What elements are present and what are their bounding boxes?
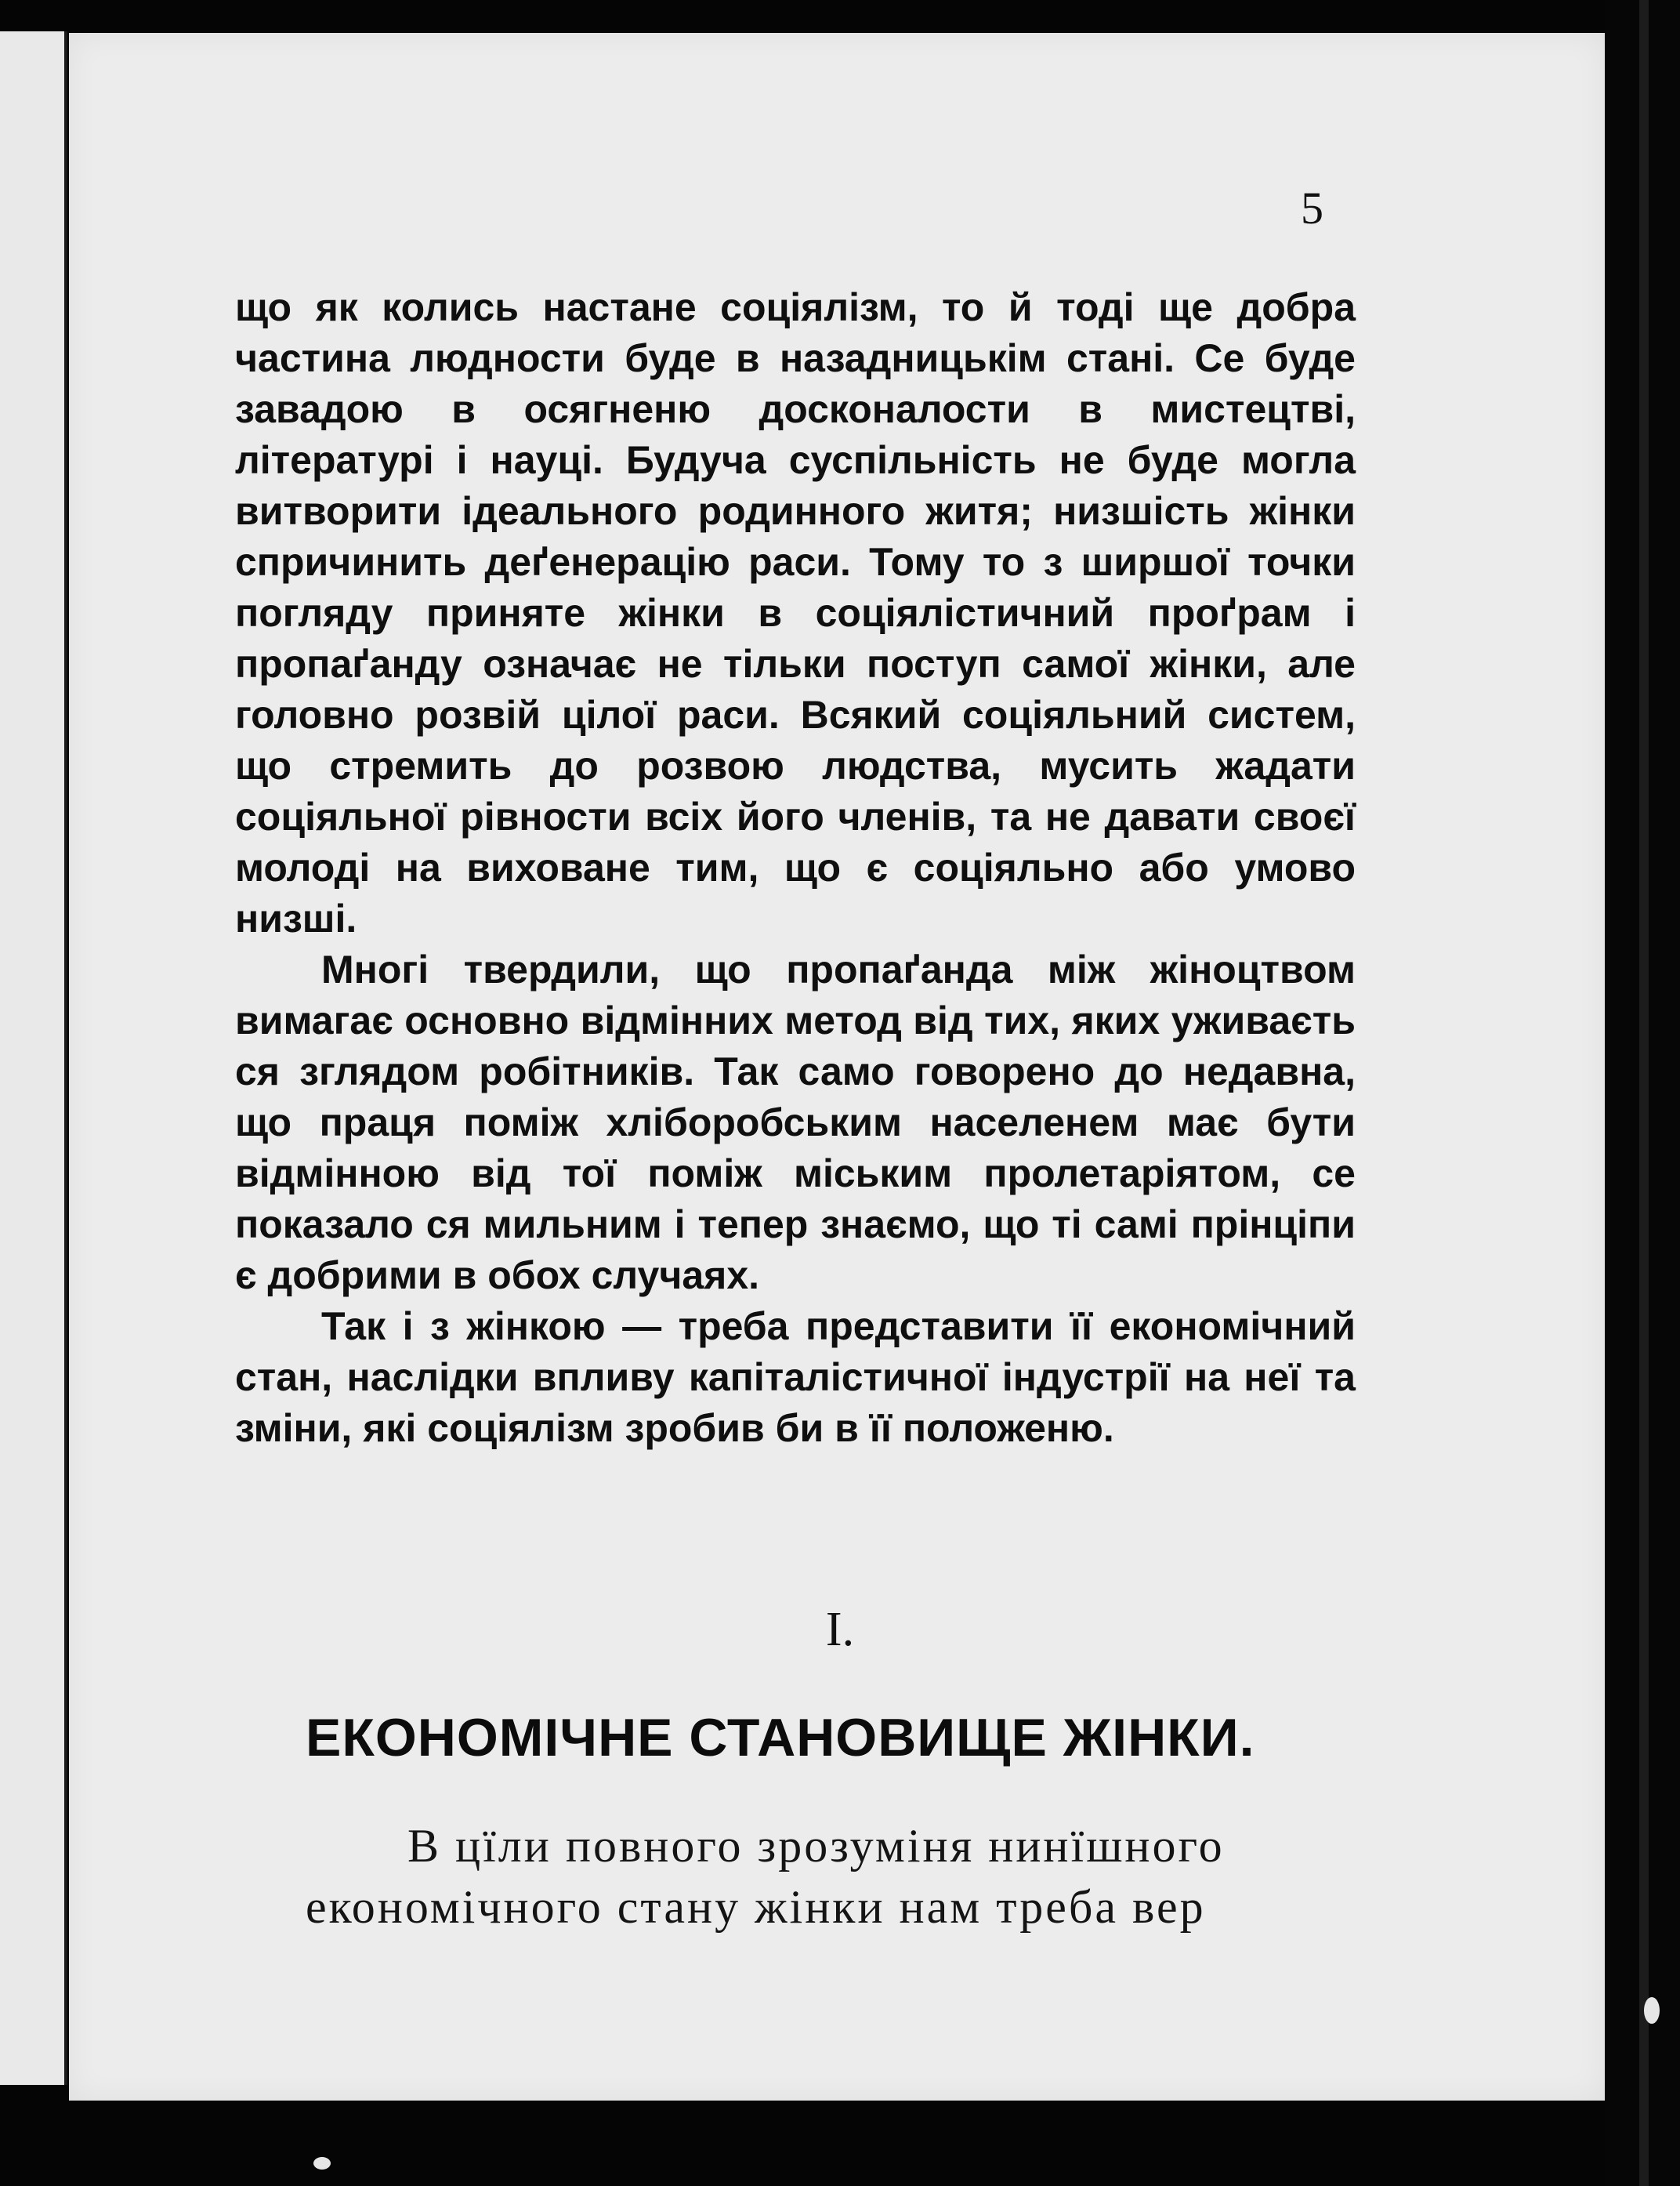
chapter-number: I. [825,1603,855,1656]
scan-speck [313,2157,331,2170]
paragraph-2: Многі твердили, що пропаґанда між жіноцтвом вимагає основно відмінних метод від тих, яких уживаєть ся зглядом робітників. Так само говорено до недавна, що праця поміж хліборобським населенем має бути відмінною від тої поміж міським пролетаріятом, се показало ся мильним і тепер знаємо, що ті самі прінціпи є добрими в обох случаях. [235,948,1356,1297]
paragraph-3: Так і з жінкою — треба представити її економічний стан, наслідки впливу капіталістичної індустрії на неї та зміни, які соціялізм зробив би в її положеню. [235,1304,1356,1450]
body-text [235,282,1356,1454]
scan-speck [1644,1997,1660,2024]
page-number: 5 [1301,183,1323,234]
paragraph-1: що як колись настане соціялізм, то й тоді ще добра частина людности буде в назадницькім стані. Се буде завадою в осягненю досконалости в мистецтві, літературі і науці. Будуча суспільність не буде могла витворити ідеального родинного житя; низшість жінки спричинить деґенерацію раси. Тому то з ширшої точки погляду приняте жінки в соціялістичний проґрам і пропаґанду означає не тільки поступ самої жінки, але головно розвій цілої раси. Всякий соціяльний систем, що стремить до розвою людства, мусить жадати соціяльної рівности всіх його членів, та не давати своєї молоді на виховане тим, що є соціяльно або умово низші. [235,285,1356,941]
facing-page-edge [0,31,67,2085]
page-edge-strip [1639,0,1649,2186]
chapter-title: ЕКОНОМІЧНЕ СТАНОВИЩЕ ЖІНКИ. [306,1708,1255,1767]
chapter-text-line-1: В цїли повного зрозуміня нинїшного [407,1820,1225,1872]
chapter-text-line-2: економічного стану жінки нам треба вер [306,1881,1206,1933]
scan-right-edge [1605,0,1680,2186]
chapter-opening-text [306,1815,1340,1938]
